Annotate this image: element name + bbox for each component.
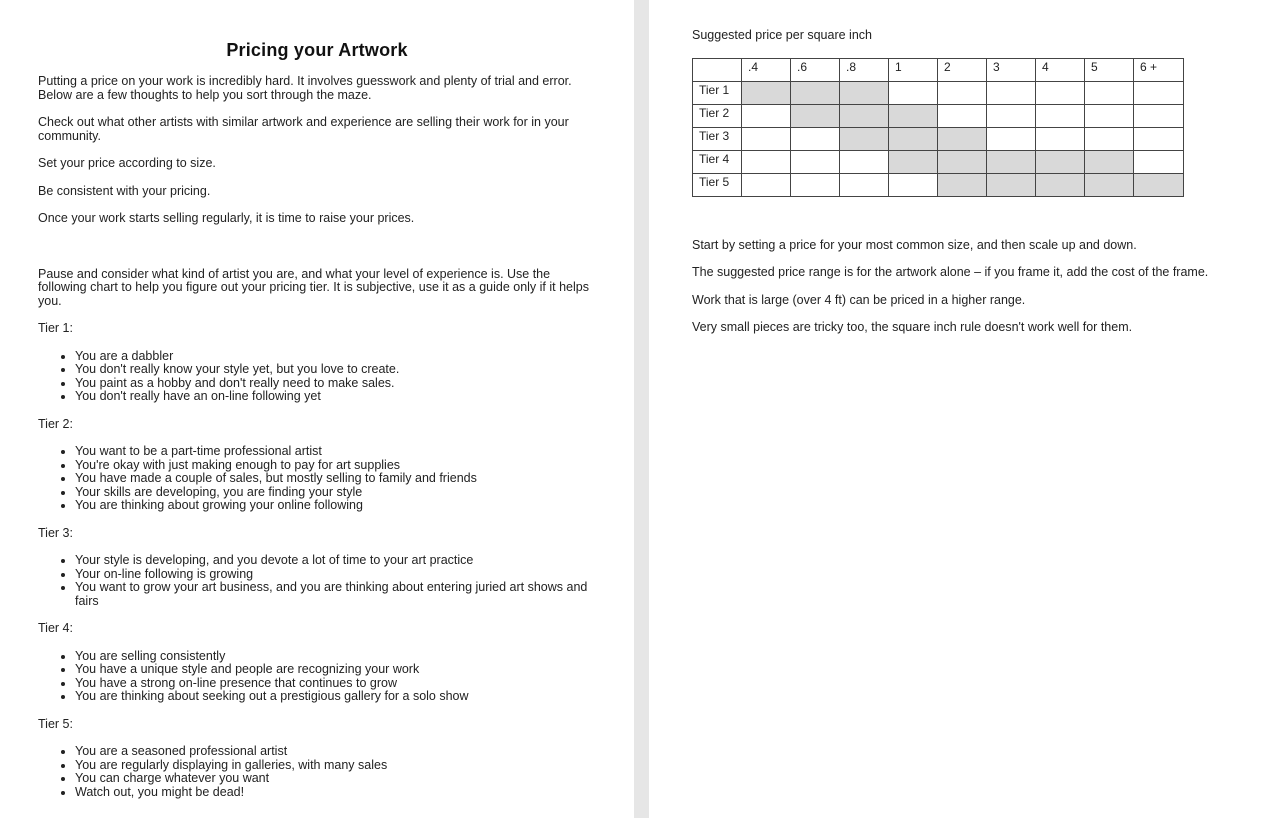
price-cell — [840, 150, 889, 173]
list-item: • You don't really know your style yet, but you love to create. — [75, 363, 596, 377]
column-header: .4 — [742, 58, 791, 81]
price-cell-shaded — [1036, 173, 1085, 196]
right-page — [649, 0, 1280, 818]
price-cell-shaded — [840, 127, 889, 150]
chart-title: Suggested price per square inch — [692, 28, 872, 42]
price-cell — [840, 173, 889, 196]
price-cell — [1134, 150, 1184, 173]
price-cell-shaded — [1036, 150, 1085, 173]
price-cell — [1036, 81, 1085, 104]
price-cell-shaded — [1085, 173, 1134, 196]
price-cell — [938, 81, 987, 104]
price-cell — [742, 104, 791, 127]
price-cell-shaded — [938, 150, 987, 173]
column-header: 6 + — [1134, 58, 1184, 81]
list-item: • You are a dabbler — [75, 350, 596, 364]
note-paragraph: Start by setting a price for your most common size, and then scale up and down. — [692, 237, 1137, 252]
list-item: • You don't really have an on-line following yet — [75, 390, 596, 404]
price-cell — [987, 127, 1036, 150]
price-cell-shaded — [1134, 173, 1184, 196]
price-cell-shaded — [840, 104, 889, 127]
list-item: • You want to be a part-time professional artist — [75, 445, 596, 459]
row-label: Tier 5 — [693, 173, 742, 196]
list-item: • You paint as a hobby and don't really need to make sales. — [75, 377, 596, 391]
price-cell — [1085, 127, 1134, 150]
note-paragraph: The suggested price range is for the artwork alone – if you frame it, add the cost of the frame. — [692, 265, 1209, 279]
tier-4-list — [38, 650, 596, 704]
list-item: • Your skills are developing, you are finding your style — [75, 486, 596, 500]
price-cell — [889, 81, 938, 104]
tier-heading: Tier 3: — [38, 525, 73, 540]
price-cell — [987, 104, 1036, 127]
tip-paragraph: Set your price according to size. — [38, 156, 216, 170]
table-row — [693, 150, 1184, 173]
price-cell-shaded — [840, 81, 889, 104]
price-cell — [1134, 127, 1184, 150]
column-header: 1 — [889, 58, 938, 81]
row-label: Tier 3 — [693, 127, 742, 150]
note-paragraph: Very small pieces are tricky too, the square inch rule doesn't work well for them. — [692, 320, 1133, 334]
tier-1-list — [38, 350, 596, 404]
price-cell — [889, 173, 938, 196]
price-cell-shaded — [987, 173, 1036, 196]
list-item: • You are thinking about seeking out a prestigious gallery for a solo show — [75, 690, 596, 704]
list-item: • You are regularly displaying in galleries, with many sales — [75, 759, 596, 773]
tier-heading: Tier 5: — [38, 716, 73, 731]
price-cell — [1036, 127, 1085, 150]
row-label: Tier 1 — [693, 81, 742, 104]
list-item: • You want to grow your art business, and you are thinking about entering juried art shows and fairs — [75, 581, 596, 608]
price-cell — [987, 81, 1036, 104]
list-item: • Watch out, you might be dead! — [75, 786, 596, 800]
tier-heading: Tier 2: — [38, 416, 73, 431]
corner-cell — [693, 58, 742, 81]
tier-heading: Tier 4: — [38, 621, 73, 635]
list-item: • You are selling consistently — [75, 650, 596, 664]
price-cell-shaded — [742, 81, 791, 104]
tier-5-list — [38, 745, 596, 799]
note-paragraph: Work that is large (over 4 ft) can be priced in a higher range. — [692, 292, 1026, 307]
table-row — [693, 173, 1184, 196]
page-title: Pricing your Artwork — [226, 40, 408, 60]
tier-3-list — [38, 554, 596, 608]
price-cell-shaded — [987, 150, 1036, 173]
list-item: • Your style is developing, and you devote a lot of time to your art practice — [75, 554, 596, 568]
list-item: • You are a seasoned professional artist — [75, 745, 596, 759]
table-row — [693, 81, 1184, 104]
price-cell — [791, 150, 840, 173]
column-header: .6 — [791, 58, 840, 81]
left-page — [0, 0, 634, 818]
list-item: • You have made a couple of sales, but mostly selling to family and friends — [75, 472, 596, 486]
list-item: • Your on-line following is growing — [75, 568, 596, 582]
spacer — [38, 240, 596, 268]
tip-paragraph: Be consistent with your pricing. — [38, 183, 211, 198]
list-item: • You're okay with just making enough to pay for art supplies — [75, 459, 596, 473]
price-cell-shaded — [1085, 150, 1134, 173]
price-cell-shaded — [791, 81, 840, 104]
pause-paragraph: Pause and consider what kind of artist you are, and what your level of experience is. Use the following chart to help you figure out your pricing tier. It is subjective, use it as a guide only if it helps you. — [38, 266, 589, 308]
tip-paragraph: Check out what other artists with similar artwork and experience are selling their work for in your community. — [38, 115, 569, 143]
column-header: 4 — [1036, 58, 1085, 81]
price-cell — [791, 173, 840, 196]
price-cell — [742, 150, 791, 173]
intro-paragraph: Putting a price on your work is incredibly hard. It involves guesswork and plenty of trial and error. Below are a few thoughts to help you sort through the maze. — [38, 74, 572, 102]
column-header: 3 — [987, 58, 1036, 81]
price-cell — [742, 173, 791, 196]
list-item: • You have a unique style and people are recognizing your work — [75, 663, 596, 677]
price-cell — [1134, 104, 1184, 127]
tier-heading: Tier 1: — [38, 321, 73, 335]
price-cell-shaded — [889, 150, 938, 173]
price-cell-shaded — [938, 127, 987, 150]
row-label: Tier 2 — [693, 104, 742, 127]
column-header: 5 — [1085, 58, 1134, 81]
price-cell — [791, 127, 840, 150]
price-cell — [1134, 81, 1184, 104]
price-cell-shaded — [889, 104, 938, 127]
column-header: .8 — [840, 58, 889, 81]
tier-2-list — [38, 445, 596, 513]
price-cell-shaded — [938, 173, 987, 196]
price-cell — [742, 127, 791, 150]
pricing-table — [692, 58, 1184, 197]
tip-paragraph: Once your work starts selling regularly, it is time to raise your prices. — [38, 211, 415, 225]
price-cell — [938, 104, 987, 127]
price-cell — [1085, 81, 1134, 104]
price-cell-shaded — [791, 104, 840, 127]
row-label: Tier 4 — [693, 150, 742, 173]
list-item: • You can charge whatever you want — [75, 772, 596, 786]
table-header-row — [693, 58, 1184, 81]
price-cell — [1085, 104, 1134, 127]
list-item: • You are thinking about growing your online following — [75, 499, 596, 513]
table-row — [693, 104, 1184, 127]
list-item: • You have a strong on-line presence that continues to grow — [75, 677, 596, 691]
column-header: 2 — [938, 58, 987, 81]
price-cell-shaded — [889, 127, 938, 150]
table-row — [693, 127, 1184, 150]
price-cell — [1036, 104, 1085, 127]
